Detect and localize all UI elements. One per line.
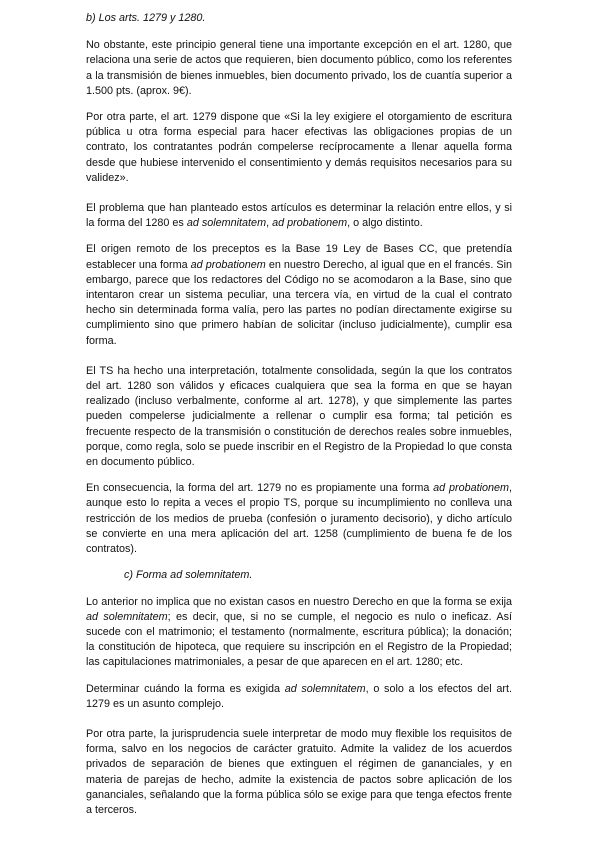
paragraph-7: Lo anterior no implica que no existan casos en nuestro Derecho en que la forma se exija ad solemnitatem; es decir, que, si no se cumple, el negocio es nulo o ineficaz. Así sucede con el matrimonio; el testamento (normalmente, escritura pública); la donación; la constitución de hipoteca, que requiere su inscripción en el Registro de la Propiedad; las capitulaciones matrimoniales, a pesar de que aparecen en el art. 1280; etc. bbox=[86, 595, 512, 669]
paragraph-3: El problema que han planteado estos artículos es determinar la relación entre ellos, y si la forma del 1280 es ad solemnitatem, ad probationem, o algo distinto. bbox=[86, 202, 512, 230]
latin-term: ad solemnitatem bbox=[86, 610, 168, 623]
section-heading-c: c) Forma ad solemnitatem. bbox=[124, 569, 253, 582]
section-heading-b: b) Los arts. 1279 y 1280. bbox=[86, 12, 206, 24]
paragraph-5: El TS ha hecho una interpretación, totalmente consolidada, según la que los contratos del art. 1280 son válidos y eficaces cualquiera que sea la forma en que se hayan realizado (incluso verbalmente, conforme al art. 1278), y que simplemente las partes pueden compelerse judicialmente a rellenar o cumplir esa forma; tal petición es frecuente respecto de la transmisión o constitución de derechos reales sobre inmuebles, porque, como regla, solo se puede inscribir en el Registro de la Propiedad lo que consta en documento público. bbox=[86, 364, 512, 469]
paragraph-8: Determinar cuándo la forma es exigida ad solemnitatem, o solo a los efectos del art. 1279 es un asunto complejo. bbox=[86, 682, 513, 710]
paragraph-4: El origen remoto de los preceptos es la Base 19 Ley de Bases CC, que pretendía establecer una forma ad probationem en nuestro Derecho, al igual que en el francés. Sin embargo, parece que los redactores del Código no se acomodaron a la Base, sino que intentaron crear un sistema peculiar, una tercera vía, en virtud de la cual el contrato hecho sin determinada forma valía, pero las partes no podían directamente exigirse su cumplimiento sino que primero habían de solicitar (incluso judicialmente), cumplir esa forma. bbox=[86, 243, 512, 347]
latin-term: ad solemnitatem bbox=[186, 217, 267, 230]
paragraph-9: Por otra parte, la jurisprudencia suele interpretar de modo muy flexible los requisitos de forma, salvo en los negocios de carácter gratuito. Admite la validez de los acuerdos privados de separación de bienes que extinguen el régimen de gananciales, y en materia de parejas de hecho, admite la existencia de pactos sobre aplicación de los gananciales, señalando que la forma pública sólo se exige para que tenga efectos frente a terceros. bbox=[86, 727, 512, 816]
paragraph-6: En consecuencia, la forma del art. 1279 no es propiamente una forma ad probationem, aunque esto lo repita a veces el propio TS, porque su incumplimiento no conlleva una restricción de los medios de prueba (confesión o juramento decisorio), y dicho artículo se convierte en una mera aplicación del art. 1258 (cumplimiento de buena fe de los contratos). bbox=[86, 482, 512, 556]
latin-term: ad probationem bbox=[433, 482, 509, 495]
latin-term: ad solemnitatem bbox=[284, 682, 366, 695]
paragraph-1: No obstante, este principio general tiene una importante excepción en el art. 1280, que relaciona una serie de actos que requieren, bien documento público, como los referentes a la transmisión de bienes inmuebles, bien documento privado, los de cuantía superior a 1.500 pts. (aprox. 9€). bbox=[86, 39, 512, 97]
latin-term: ad probationem bbox=[272, 217, 348, 230]
paragraph-2: Por otra parte, el art. 1279 dispone que «Si la ley exigiere el otorgamiento de escritura pública u otra forma especial para hacer efectivas las obligaciones propias de un contrato, los contratantes podrán compelerse recíprocamente a llenar aquella forma desde que hubiese intervenido el consentimiento y demás requisitos necesarios para su validez». bbox=[86, 111, 512, 184]
latin-term: ad probationem bbox=[190, 258, 266, 271]
document-body bbox=[86, 11, 512, 829]
